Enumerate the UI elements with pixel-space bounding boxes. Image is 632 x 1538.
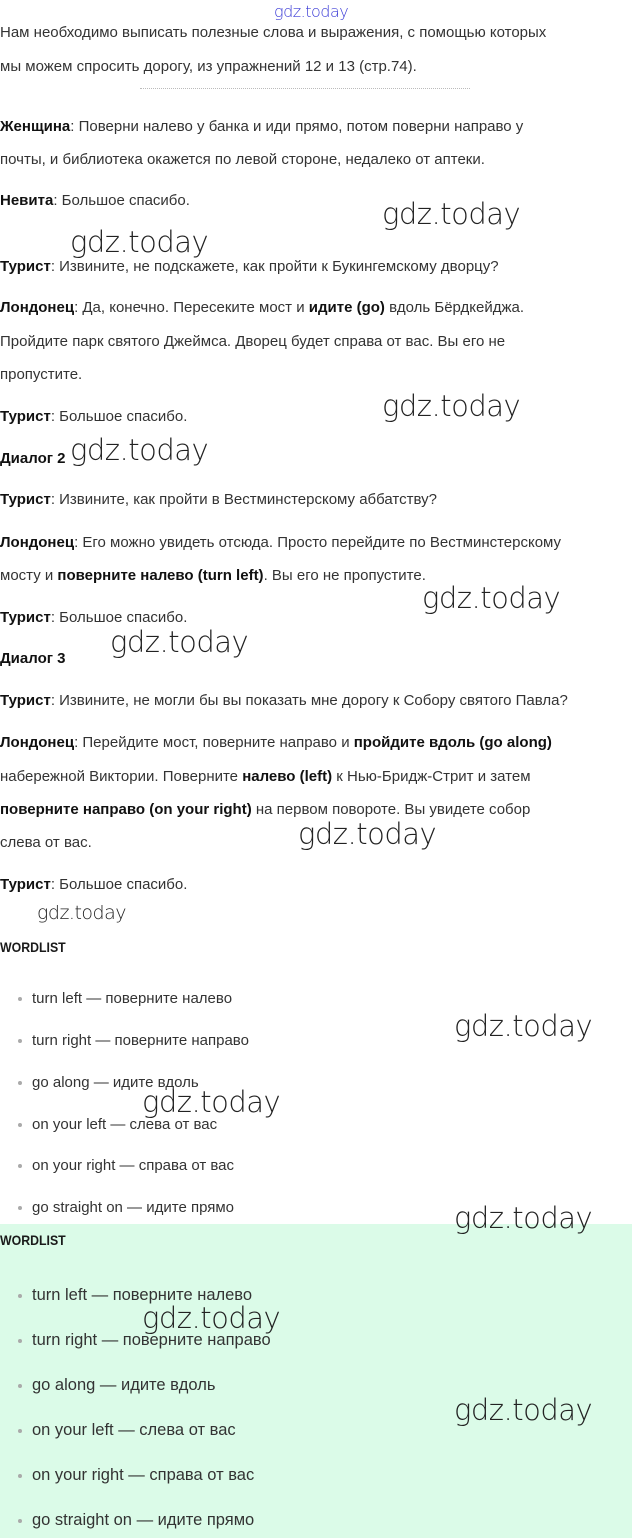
text-segment: : Большое спасибо. xyxy=(50,876,188,893)
text-line xyxy=(0,691,568,711)
bullet-icon xyxy=(18,1164,22,1168)
watermark: gdz.today xyxy=(422,581,561,615)
text-line xyxy=(0,257,499,277)
bold-text: Турист xyxy=(0,692,51,709)
text-segment: набережной Виктории. Поверните xyxy=(0,768,243,785)
text-line xyxy=(0,767,531,787)
text-segment: мы можем спросить дорогу, из упражнений 12 и 13 (стр.74). xyxy=(0,58,417,75)
text-segment: : Поверни налево у банка и иди прямо, потом поверни направо у xyxy=(70,118,524,135)
watermark: gdz.today xyxy=(454,1393,593,1427)
bold-text: пройдите вдоль (go along) xyxy=(353,734,552,751)
text-segment: : Его можно увидеть отсюда. Просто перейдите по Вестминстерскому xyxy=(74,534,562,551)
text-line xyxy=(0,875,187,895)
text-line xyxy=(0,800,530,820)
wordlist-item-text: on your right — справа от вас xyxy=(32,1157,235,1174)
bullet-icon xyxy=(18,1081,22,1085)
bold-text: Диалог 3 xyxy=(0,650,66,667)
text-line xyxy=(0,191,190,211)
text-line xyxy=(0,449,66,469)
text-segment: : Большое спасибо. xyxy=(50,609,188,626)
watermark: gdz.today xyxy=(70,225,209,259)
text-line xyxy=(0,833,92,853)
text-segment: вдоль Бёрдкейджа. xyxy=(384,299,525,316)
text-line xyxy=(0,365,82,385)
text-line xyxy=(0,23,546,43)
wordlist-item xyxy=(18,1198,234,1218)
text-line xyxy=(0,117,523,137)
wordlist-item-text: on your left — слева от вас xyxy=(32,1116,218,1133)
faint-divider xyxy=(140,88,470,91)
text-segment: : Извините, не подскажете, как пройти к Букингемскому дворцу? xyxy=(50,258,499,275)
watermark: gdz.today xyxy=(70,433,209,467)
wordlist-item xyxy=(18,1375,215,1395)
watermark: gdz.today xyxy=(298,817,437,851)
wordlist-item-text: turn left — поверните налево xyxy=(32,1286,253,1304)
text-line xyxy=(0,533,561,553)
bold-text: Турист xyxy=(0,609,51,626)
wordlist-item-text: turn right — поверните направо xyxy=(32,1032,249,1049)
watermark: gdz.today xyxy=(454,1009,593,1043)
text-line xyxy=(0,150,485,170)
text-segment: на первом повороте. Вы увидете собор xyxy=(251,801,531,818)
bullet-icon xyxy=(18,1294,22,1298)
watermark: gdz.today xyxy=(382,197,521,231)
bullet-icon xyxy=(18,1206,22,1210)
bullet-icon xyxy=(18,1123,22,1127)
wordlist-item xyxy=(18,1156,234,1176)
wordlist-item-text: go along — идите вдоль xyxy=(32,1376,216,1394)
wordlist-item-text: on your right — справа от вас xyxy=(32,1466,255,1484)
text-line xyxy=(0,332,505,352)
bold-text: Турист xyxy=(0,408,51,425)
text-segment: мосту и xyxy=(0,567,58,584)
text-segment: пропустите. xyxy=(0,366,83,383)
bold-text: Лондонец xyxy=(0,534,75,551)
text-line xyxy=(0,566,426,586)
wordlist-item xyxy=(18,1420,236,1440)
bold-text: Лондонец xyxy=(0,299,75,316)
wordlist-item xyxy=(18,1031,249,1051)
wordlist-item-text: turn right — поверните направо xyxy=(32,1331,271,1349)
bold-text: Турист xyxy=(0,258,51,275)
bullet-icon xyxy=(18,1039,22,1043)
bullet-icon xyxy=(18,1339,22,1343)
text-line xyxy=(0,733,552,753)
wordlist-item xyxy=(18,1465,254,1485)
watermark: gdz.today xyxy=(382,389,521,423)
text-segment: слева от вас. xyxy=(0,834,92,851)
text-segment: : Извините, как пройти в Вестминстерскому аббатству? xyxy=(50,491,437,508)
wordlist-item-text: turn left — поверните налево xyxy=(32,990,233,1007)
wordlist-item-text: go straight on — идите прямо xyxy=(32,1199,235,1216)
wordlist-item-text: on your left — слева от вас xyxy=(32,1421,236,1439)
text-segment: : Большое спасибо. xyxy=(53,192,190,209)
bold-text: Невита xyxy=(0,192,54,209)
bold-text: поверните налево (turn left) xyxy=(57,567,264,584)
bullet-icon xyxy=(18,1429,22,1433)
watermark: gdz.today xyxy=(110,625,249,659)
bullet-icon xyxy=(18,1474,22,1478)
bold-text: Женщина xyxy=(0,118,71,135)
text-segment: : Перейдите мост, поверните направо и xyxy=(74,734,354,751)
text-segment: : Большое спасибо. xyxy=(50,408,188,425)
bold-text: идите (go) xyxy=(308,299,385,316)
text-segment: к Нью-Бридж-Стрит и затем xyxy=(332,768,531,785)
text-segment: Нам необходимо выписать полезные слова и выражения, с помощью которых xyxy=(0,24,547,41)
watermark: gdz.today xyxy=(142,1301,281,1335)
text-line xyxy=(0,407,187,427)
wordlist-heading: WORDLIST xyxy=(0,1232,66,1248)
bold-text: Диалог 2 xyxy=(0,450,66,467)
watermark: gdz.today xyxy=(142,1085,281,1119)
wordlist-item xyxy=(18,1510,254,1530)
bold-text: Турист xyxy=(0,876,51,893)
bullet-icon xyxy=(18,1384,22,1388)
text-segment: Пройдите парк святого Джеймса. Дворец будет справа от вас. Вы его не xyxy=(0,333,506,350)
text-segment: : Да, конечно. Пересеките мост и xyxy=(74,299,309,316)
text-line xyxy=(0,298,524,318)
text-line xyxy=(0,490,437,510)
wordlist-heading: WORDLIST xyxy=(0,939,66,955)
bullet-icon xyxy=(18,1519,22,1523)
text-segment: . Вы его не пропустите. xyxy=(263,567,426,584)
wordlist-item xyxy=(18,989,232,1009)
watermark-top: gdz.today xyxy=(274,2,349,21)
bullet-icon xyxy=(18,997,22,1001)
watermark: gdz.today xyxy=(454,1201,593,1235)
bold-text: налево (left) xyxy=(242,768,333,785)
text-segment: : Извините, не могли бы вы показать мне дорогу к Собору святого Павла? xyxy=(50,692,568,709)
text-segment: почты, и библиотека окажется по левой стороне, недалеко от аптеки. xyxy=(0,151,485,168)
bold-text: Лондонец xyxy=(0,734,75,751)
bold-text: поверните направо (on your right) xyxy=(0,801,252,818)
wordlist-item-text: go straight on — идите прямо xyxy=(32,1511,255,1529)
text-line xyxy=(0,649,66,669)
text-line xyxy=(0,57,417,77)
bold-text: Турист xyxy=(0,491,51,508)
wordlist-item-text: go along — идите вдоль xyxy=(32,1074,199,1091)
watermark: gdz.today xyxy=(37,902,126,924)
